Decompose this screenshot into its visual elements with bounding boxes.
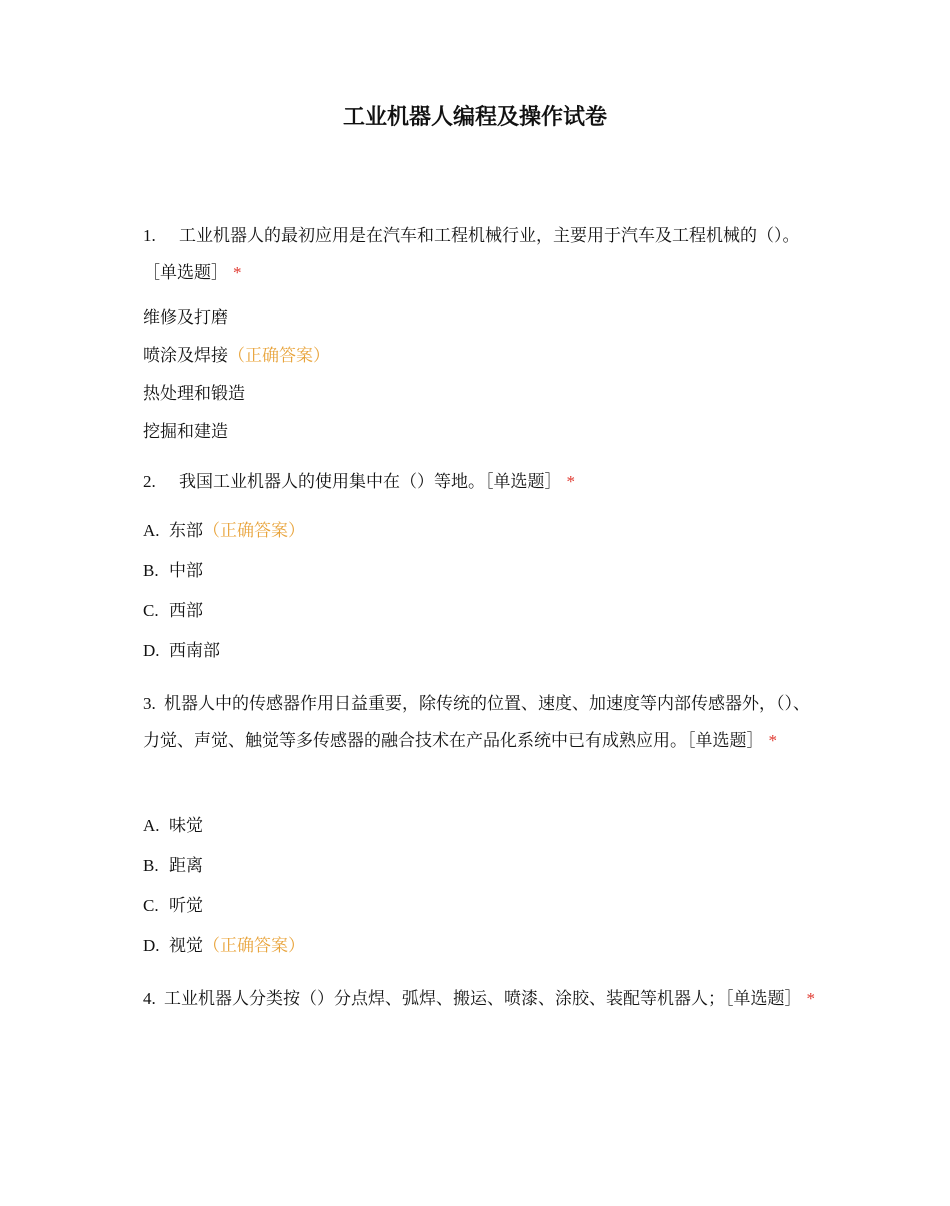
question-3 [143,685,815,759]
option-item [143,343,815,369]
question-text: 我国工业机器人的使用集中在（）等地。［单选题］ [179,472,562,491]
option-letter: A. [143,816,160,835]
option-item [143,853,815,879]
option-text: 挖掘和建造 [143,422,228,441]
option-letter: B. [143,561,159,580]
option-item [143,381,815,407]
option-text: 听觉 [169,896,203,915]
question-text: 机器人中的传感器作用日益重要，除传统的位置、速度、加速度等内部传感器外，（）、力觉、声觉、触觉等多传感器的融合技术在产品化系统中已有成熟应用。［单选题］ [143,694,810,750]
option-text: 东部 [169,521,203,540]
required-mark: * [806,989,815,1008]
option-letter: B. [143,856,159,875]
option-text: 距离 [169,856,203,875]
option-item [143,598,815,624]
option-item [143,638,815,664]
option-item [143,305,815,331]
option-text: 中部 [169,561,203,580]
option-text: 味觉 [169,816,203,835]
option-letter: C. [143,896,159,915]
option-text: 视觉 [169,936,203,955]
option-item [143,933,815,959]
question-text: 工业机器人的最初应用是在汽车和工程机械行业，主要用于汽车及工程机械的（）。［单选题］ [143,226,800,282]
required-mark: * [233,263,242,282]
option-letter: D. [143,936,160,955]
required-mark: * [566,472,575,491]
option-text: 喷涂及焊接 [143,346,228,365]
option-text: 西部 [169,601,203,620]
option-item [143,518,815,544]
question-2 [143,463,815,500]
option-text: 维修及打磨 [143,308,228,327]
correct-answer-tag: （正确答案） [228,346,330,365]
option-letter: C. [143,601,159,620]
question-number: 3. [143,694,156,713]
question-1 [143,217,815,291]
option-text: 西南部 [169,641,220,660]
option-item [143,558,815,584]
correct-answer-tag: （正确答案） [203,521,305,540]
required-mark: * [768,731,777,750]
option-letter: D. [143,641,160,660]
page-title: 工业机器人编程及操作试卷 [342,104,607,129]
question-number: 1. [143,226,156,245]
question-number: 2. [143,472,156,491]
correct-answer-tag: （正确答案） [203,936,305,955]
question-number: 4. [143,989,156,1008]
option-item [143,893,815,919]
question-4 [143,980,815,1017]
question-text: 工业机器人分类按（）分点焊、弧焊、搬运、喷漆、涂胶、装配等机器人；［单选题］ [164,989,802,1008]
option-item [143,419,815,445]
option-text: 热处理和锻造 [143,384,245,403]
option-item [143,813,815,839]
option-letter: A. [143,521,160,540]
